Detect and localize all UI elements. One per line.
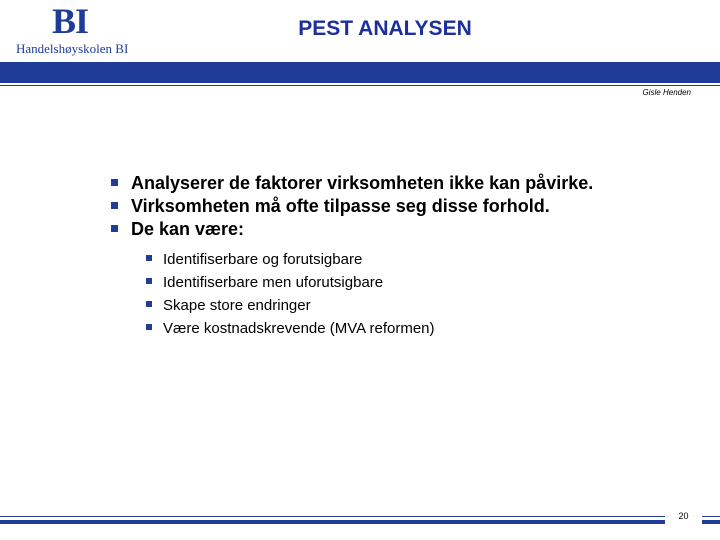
author-name: Gisle Henden bbox=[642, 88, 691, 97]
bullet-square-icon bbox=[146, 255, 152, 261]
bullet-square-icon bbox=[146, 324, 152, 330]
slide-title: PEST ANALYSEN bbox=[298, 17, 472, 40]
logo-text: Handelshøyskolen BI bbox=[16, 41, 129, 56]
header-rule bbox=[0, 85, 720, 86]
bullet-square-icon bbox=[111, 202, 118, 209]
bullet-square-icon bbox=[146, 301, 152, 307]
bullet-item bbox=[110, 218, 690, 241]
bi-logo bbox=[16, 1, 138, 56]
sub-bullet-text: Være kostnadskrevende (MVA reformen) bbox=[163, 320, 435, 337]
logo-mark: BI bbox=[52, 1, 89, 41]
sub-bullet-text: Skape store endringer bbox=[163, 297, 311, 314]
sub-bullet-item bbox=[146, 294, 690, 317]
header-bar bbox=[0, 62, 720, 83]
sub-bullet-text: Identifiserbare men uforutsigbare bbox=[163, 274, 384, 291]
page-number: 20 bbox=[665, 505, 702, 527]
sub-bullet-item bbox=[146, 271, 690, 294]
sub-bullet-item bbox=[146, 248, 690, 271]
slide-content bbox=[110, 172, 690, 340]
footer-rule bbox=[0, 516, 720, 517]
bullet-square-icon bbox=[111, 179, 118, 186]
sub-bullet-text: Identifiserbare og forutsigbare bbox=[163, 251, 363, 268]
footer-bar bbox=[0, 520, 720, 524]
bullet-item bbox=[110, 195, 690, 218]
bullet-text: Virksomheten må ofte tilpasse seg disse forhold. bbox=[131, 196, 550, 216]
sub-bullet-list bbox=[146, 248, 690, 340]
bullet-item bbox=[110, 172, 690, 195]
sub-bullet-item bbox=[146, 317, 690, 340]
bullet-square-icon bbox=[146, 278, 152, 284]
bullet-square-icon bbox=[111, 225, 118, 232]
bullet-text: De kan være: bbox=[131, 219, 245, 239]
bullet-text: Analyserer de faktorer virksomheten ikke kan påvirke. bbox=[131, 173, 594, 193]
